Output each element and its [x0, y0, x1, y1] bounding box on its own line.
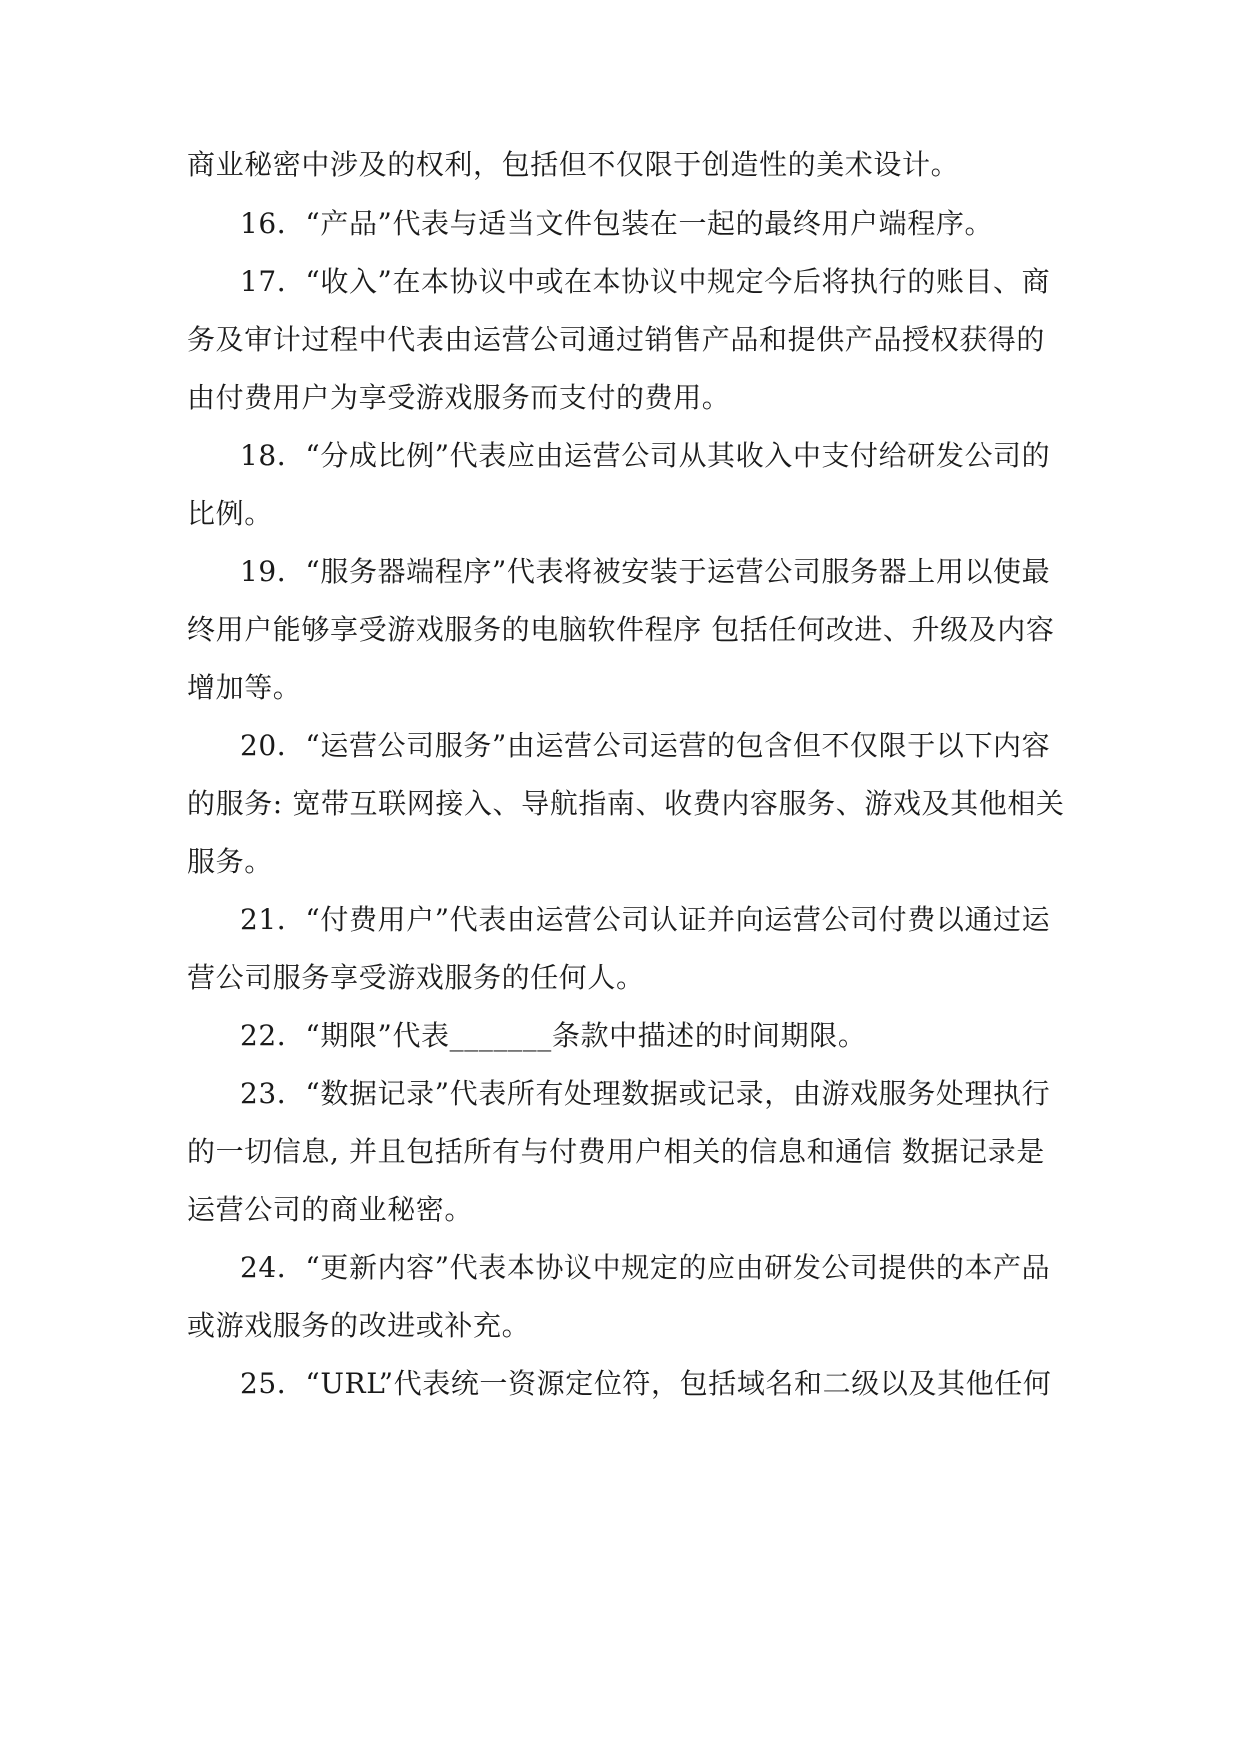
text-line-2: 16．“产品”代表与适当文件包装在一起的最终用户端程序。 [240, 207, 994, 240]
text-line-11: 20．“运营公司服务”由运营公司运营的包含但不仅限于以下内容 [240, 729, 1051, 762]
text-line-9: 终用户能够享受游戏服务的电脑软件程序 包括任何改进、升级及内容 [187, 613, 1055, 646]
text-line-14: 21．“付费用户”代表由运营公司认证并向运营公司付费以通过运 [240, 903, 1051, 936]
text-line-3: 17．“收入”在本协议中或在本协议中规定今后将执行的账目、商 [240, 265, 1051, 298]
text-line-22: 25．“URL”代表统一资源定位符，包括域名和二级以及其他任何 [240, 1367, 1052, 1400]
text-line-17: 23．“数据记录”代表所有处理数据或记录，由游戏服务处理执行 [240, 1077, 1051, 1110]
text-line-12: 的服务: 宽带互联网接入、导航指南、收费内容服务、游戏及其他相关 [187, 787, 1065, 820]
text-line-5: 由付费用户为享受游戏服务而支付的费用。 [187, 381, 731, 414]
text-line-10: 增加等。 [187, 671, 302, 704]
text-line-18: 的一切信息, 并且包括所有与付费用户相关的信息和通信 数据记录是 [187, 1135, 1045, 1168]
text-line-16: 22．“期限”代表_______条款中描述的时间期限。 [240, 1019, 867, 1052]
text-line-7: 比例。 [187, 497, 273, 530]
text-line-20: 24．“更新内容”代表本协议中规定的应由研发公司提供的本产品 [240, 1251, 1051, 1284]
text-line-6: 18．“分成比例”代表应由运营公司从其收入中支付给研发公司的 [240, 439, 1051, 472]
text-line-21: 或游戏服务的改进或补充。 [187, 1309, 531, 1342]
text-line-13: 服务。 [187, 845, 273, 878]
text-line-4: 务及审计过程中代表由运营公司通过销售产品和提供产品授权获得的 [187, 323, 1046, 356]
text-line-1: 商业秘密中涉及的权利，包括但不仅限于创造性的美术设计。 [187, 148, 960, 181]
text-line-19: 运营公司的商业秘密。 [187, 1193, 474, 1226]
text-line-8: 19．“服务器端程序”代表将被安装于运营公司服务器上用以使最 [240, 555, 1051, 588]
text-line-15: 营公司服务享受游戏服务的任何人。 [187, 961, 645, 994]
